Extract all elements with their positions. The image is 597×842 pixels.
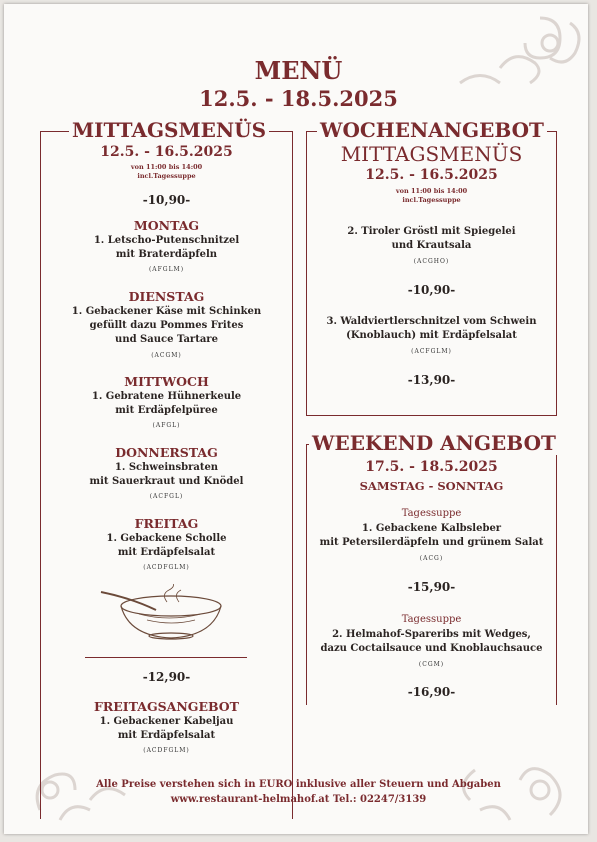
- lunch-price: -10,90-: [142, 193, 191, 207]
- lunch-hours: von 11:00 bis 14:00: [130, 163, 203, 171]
- dish-line: gefüllt dazu Pommes Frites: [89, 320, 244, 331]
- weekend-days: SAMSTAG - SONNTAG: [359, 479, 504, 493]
- footer-note: Alle Preise verstehen sich in EURO inklusive aller Steuern und Abgaben: [96, 779, 501, 790]
- day-friday: FREITAG: [134, 516, 199, 531]
- divider: [85, 657, 247, 658]
- day-monday: MONTAG: [133, 218, 200, 233]
- allergens: (ACDFGLM): [143, 564, 190, 571]
- weekly-dates: 12.5. - 16.5.2025: [365, 167, 498, 183]
- weekly-price-2: -13,90-: [407, 373, 456, 387]
- lunch-menus-box: [40, 118, 293, 819]
- dish-line: 1. Gebratene Hühnerkeule: [91, 391, 242, 402]
- weekly-soup-note: incl.Tagessuppe: [402, 196, 461, 204]
- allergens: (CGM): [418, 661, 445, 668]
- day-tuesday: DIENSTAG: [128, 289, 205, 304]
- dish-line: 1. Gebackene Kalbsleber: [361, 523, 502, 534]
- allergens: (AFGL): [152, 422, 181, 429]
- day-wednesday: MITTWOCH: [124, 374, 209, 389]
- soup-label: Tagessuppe: [401, 614, 462, 625]
- dish-line: 1. Gebackener Kabeljau: [99, 716, 234, 727]
- soup-bowl-icon: [99, 584, 225, 644]
- footer-contact: www.restaurant-helmahof.at Tel.: 02247/3139: [170, 794, 427, 805]
- weekly-price-1: -10,90-: [407, 283, 456, 297]
- dish-line: mit Petersilerdäpfeln und grünem Salat: [319, 537, 544, 548]
- dish-line: und Sauce Tartare: [115, 334, 218, 345]
- allergens: (ACFGL): [149, 493, 184, 500]
- page-title: MENÜ: [254, 56, 343, 85]
- weekly-hours: von 11:00 bis 14:00: [395, 187, 468, 195]
- lunch-menus-heading: MITTAGSMENÜS: [69, 118, 269, 142]
- dish-line: 1. Gebackener Käse mit Schinken: [71, 306, 262, 317]
- dish-line: 1. Gebackene Scholle: [106, 533, 227, 544]
- soup-label: Tagessuppe: [401, 508, 462, 519]
- dish-line: 2. Helmahof-Spareribs mit Wedges,: [332, 629, 531, 640]
- weekend-offer-heading: WEEKEND ANGEBOT: [309, 431, 559, 455]
- dish-line: mit Braterdäpfeln: [115, 249, 218, 260]
- dish-line: und Krautsala: [391, 240, 472, 251]
- friday-offer-heading: FREITAGSANGEBOT: [94, 699, 239, 714]
- weekend-offer-box: [306, 431, 557, 705]
- dish-line: mit Erdäpfelsalat: [117, 547, 216, 558]
- day-thursday: DONNERSTAG: [115, 445, 218, 460]
- weekend-price-2: -16,90-: [407, 685, 456, 699]
- allergens: (AFGLM): [148, 266, 185, 273]
- allergens: (ACG): [419, 555, 444, 562]
- dish-line: 2. Tiroler Gröstl mit Spiegelei: [347, 226, 516, 237]
- lunch-soup-note: incl.Tagessuppe: [137, 172, 196, 180]
- weekend-price-1: -15,90-: [407, 580, 456, 594]
- allergens: (ACGHO): [413, 258, 450, 265]
- page-dates: 12.5. - 18.5.2025: [199, 86, 398, 111]
- dish-line: dazu Coctailsauce und Knoblauchsauce: [320, 643, 543, 654]
- dish-line: 3. Waldviertlerschnitzel vom Schwein: [326, 316, 537, 327]
- dish-line: 1. Letscho-Putenschnitzel: [93, 235, 240, 246]
- allergens: (ACDFGLM): [143, 747, 190, 754]
- weekly-offer-box: [306, 118, 557, 416]
- dish-line: mit Erdäpfelsalat: [117, 730, 216, 741]
- dish-line: mit Erdäpfelpüree: [115, 405, 218, 416]
- weekly-offer-heading: WOCHENANGEBOT: [317, 118, 547, 142]
- weekly-subheading: MITTAGSMENÜS: [340, 142, 523, 166]
- dish-line: (Knoblauch) mit Erdäpfelsalat: [346, 330, 517, 341]
- lunch-price-2: -12,90-: [142, 670, 191, 684]
- allergens: (ACGM): [151, 352, 182, 359]
- dish-line: mit Sauerkraut und Knödel: [89, 476, 244, 487]
- allergens: (ACFGLM): [411, 348, 452, 355]
- lunch-dates: 12.5. - 16.5.2025: [100, 144, 233, 160]
- dish-line: 1. Schweinsbraten: [114, 462, 219, 473]
- weekend-dates: 17.5. - 18.5.2025: [365, 459, 498, 475]
